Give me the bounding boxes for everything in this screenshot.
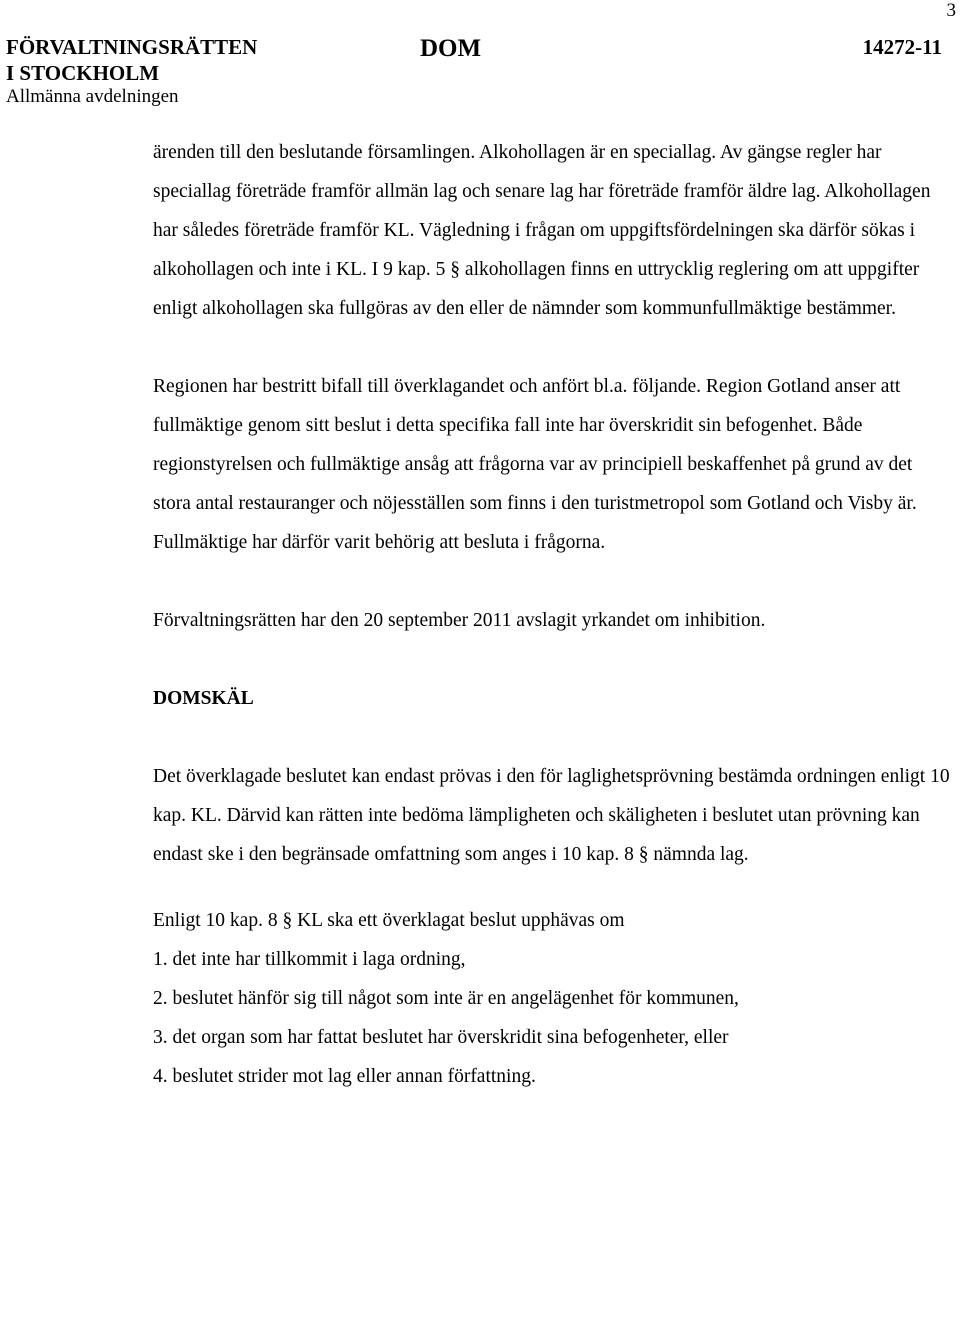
list-item: 3. det organ som har fattat beslutet har överskridit sina befogenheter, eller bbox=[153, 1027, 729, 1048]
court-name-line1: FÖRVALTNINGSRÄTTEN bbox=[6, 35, 258, 59]
case-number: 14272-11 bbox=[862, 35, 942, 59]
paragraph-inhibition: Förvaltningsrätten har den 20 september 2011 avslagit yrkandet om inhibition. bbox=[153, 610, 766, 631]
list-item: 2. beslutet hänför sig till något som inte är en angelägenhet för kommunen, bbox=[153, 988, 739, 1009]
court-header bbox=[6, 34, 257, 108]
paragraph-laglighetsprovning: Det överklagade beslutet kan endast prövas i den för laglighetsprövning bestämda ordningen enligt 10 kap. KL. Därvid kan rätten inte bedöma lämpligheten och skäligheten i beslutet utan prövning kan endast ske i den begränsade omfattning som anges i 10 kap. 8 § nämnda lag. bbox=[153, 766, 950, 865]
paragraph-alkohollagen: ärenden till den beslutande församlingen. Alkohollagen är en speciallag. Av gängse regler har speciallag företräde framför allmän lag och senare lag har företräde framför äldre lag. Alkohollagen har således företräde framför KL. Vägledning i frågan om uppgiftsfördelningen ska därför sökas i alkohollagen och inte i KL. I 9 kap. 5 § alkohollagen finns en uttrycklig reglering om att uppgifter enligt alkohollagen ska fullgöras av den eller de nämnder som kommunfullmäktige bestämmer. bbox=[153, 142, 931, 319]
section-heading-domskal: DOMSKÄL bbox=[153, 688, 254, 709]
grounds-list bbox=[153, 940, 953, 1096]
document-type: DOM bbox=[420, 35, 482, 62]
page-number: 3 bbox=[946, 0, 956, 21]
paragraph-regionen: Regionen har bestritt bifall till överklagandet och anfört bl.a. följande. Region Gotland anser att fullmäktige genom sitt beslut i detta specifika fall inte har överskridit sin befogenhet. Både regionstyrelsen och fullmäktige ansåg att frågorna var av principiell beskaffenhet på grund av det stora antal restauranger och nöjesställen som finns i den turistmetropol som Gotland och Visby är. Fullmäktige har därför varit behörig att besluta i frågorna. bbox=[153, 376, 917, 553]
document-body bbox=[153, 133, 953, 1096]
list-item: 1. det inte har tillkommit i laga ordning, bbox=[153, 949, 466, 970]
list-item: 4. beslutet strider mot lag eller annan författning. bbox=[153, 1066, 536, 1087]
paragraph-enligt-10-kap: Enligt 10 kap. 8 § KL ska ett överklagat beslut upphävas om bbox=[153, 910, 625, 931]
court-name-line2: I STOCKHOLM bbox=[6, 61, 160, 85]
division-name: Allmänna avdelningen bbox=[6, 86, 179, 107]
